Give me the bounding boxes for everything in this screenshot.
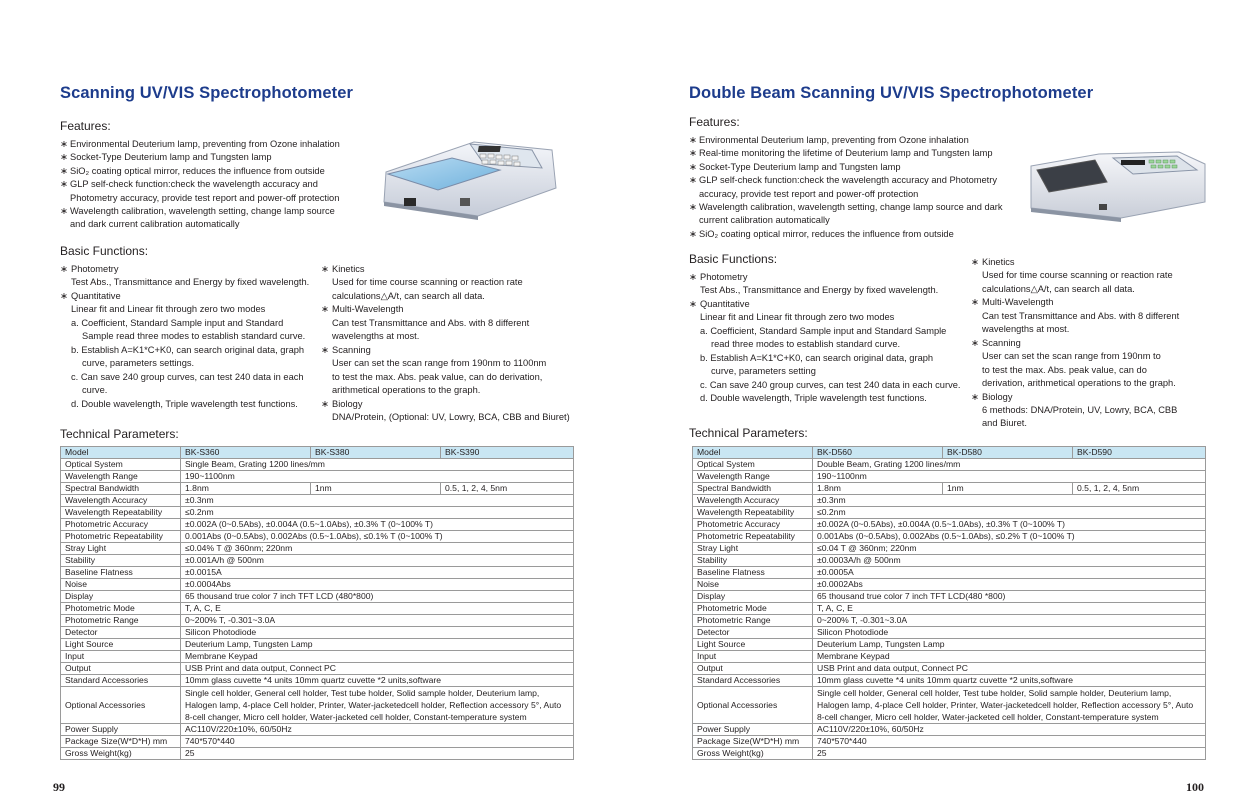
param-name: Optical System [61,459,181,471]
param-value: 190~1100nm [181,471,574,483]
table-row [61,663,574,675]
param-value: 1.8nm [181,483,311,495]
function-text: Sample read three modes to establish standard curve. [82,331,306,342]
param-name: Display [693,591,813,603]
feature-item [60,151,340,164]
param-value: Deuterium Lamp, Tungsten Lamp [813,639,1206,651]
param-value: BK-S380 [311,447,441,459]
bullet-icon: ∗ [971,391,979,402]
function-heading [60,290,309,303]
spectrophotometer-image [382,128,560,220]
function-text: wavelengths at most. [332,331,420,342]
param-value: ±0.0004Abs [181,579,574,591]
feature-text: current calibration automatically [699,215,830,226]
feature-text: SiO₂ coating optical mirror, reduces the influence from outside [699,228,954,239]
function-heading [60,263,309,276]
param-name: Standard Accessories [693,675,813,687]
functions-col1 [60,263,309,411]
parameters-table [60,446,574,760]
feature-text: Socket-Type Deuterium lamp and Tungsten lamp [699,161,901,172]
param-value: AC110V/220±10%, 60/50Hz [813,724,1206,736]
function-heading-text: Quantitative [71,290,121,301]
table-row [61,579,574,591]
param-name: Light Source [61,639,181,651]
param-value: 65 thousand true color 7 inch TFT LCD (480*800) [181,591,574,603]
param-value: ≤0.04 T @ 360nm; 220nm [813,543,1206,555]
function-text: curve, parameters setting [711,366,816,377]
param-name: Input [693,651,813,663]
table-row [61,627,574,639]
feature-item [60,205,340,218]
function-text: and Biuret. [982,418,1027,429]
function-text: c. Can save 240 group curves, can test 240 data in each [71,371,304,382]
bullet-icon: ∗ [689,202,697,213]
param-name: Output [61,663,181,675]
param-name: Photometric Range [693,615,813,627]
param-name: Photometric Repeatability [693,531,813,543]
param-value: ±0.0002Abs [813,579,1206,591]
feature-text: and dark current calibration automatically [70,219,240,230]
feature-text: accuracy, provide test report and power-off protection [699,188,919,199]
param-name: Noise [61,579,181,591]
table-row [693,724,1206,736]
function-heading [689,298,960,311]
function-text: Test Abs., Transmittance and Energy by fixed wavelength. [71,277,310,288]
param-name: Standard Accessories [61,675,181,687]
bullet-icon: ∗ [321,264,329,274]
function-text: d. Double wavelength, Triple wavelength test functions. [700,393,927,404]
param-name: Package Size(W*D*H) mm [61,736,181,748]
table-row [61,748,574,760]
function-text: Linear fit and Linear fit through zero two modes [71,304,266,315]
table-row [61,471,574,483]
param-value: 25 [813,748,1206,760]
function-text: curve, parameters settings. [82,358,195,369]
bullet-icon: ∗ [971,337,979,348]
feature-item [689,201,1003,214]
table-row [61,483,574,495]
table-row [693,639,1206,651]
bullet-icon: ∗ [60,152,68,163]
table-row [61,447,574,459]
bullet-icon: ∗ [321,398,329,409]
right-page [629,0,1258,800]
function-heading-text: Multi-Wavelength [982,297,1054,308]
param-value: ≤0.04% T @ 360nm; 220nm [181,543,574,555]
param-value: ±0.0015A [181,567,574,579]
param-value: AC110V/220±10%, 60/50Hz [181,724,574,736]
param-name: Gross Weight(kg) [61,748,181,760]
table-row [61,555,574,567]
features-list [60,138,340,232]
functions-heading: Basic Functions: [689,252,778,266]
function-heading-text: Biology [982,391,1013,402]
feature-text: Environmental Deuterium lamp, preventing from Ozone inhalation [699,135,969,145]
function-text: Linear fit and Linear fit through zero two modes [700,312,895,323]
param-name: Photometric Range [61,615,181,627]
function-text: to test the max. Abs. peak value, can do [982,364,1147,375]
page-number: 99 [53,780,65,794]
bullet-icon: ∗ [689,228,697,239]
table-row [693,447,1206,459]
table-row [61,651,574,663]
function-text: calculations△A/t, can search all data. [332,290,485,301]
functions-col1 [689,271,960,406]
function-text: to test the max. Abs. peak value, can do derivation, [332,371,543,382]
function-heading [689,271,960,284]
feature-item [60,138,340,151]
param-name: Wavelength Range [61,471,181,483]
page-title: Double Beam Scanning UV/VIS Spectrophotometer [689,84,1094,102]
function-text: derivation, arithmetical operations to the graph. [982,378,1176,389]
param-value: 0.001Abs (0~0.5Abs), 0.002Abs (0.5~1.0Abs), ≤0.1% T (0~100% T) [181,531,574,543]
param-value: 1.8nm [813,483,943,495]
param-name: Spectral Bandwidth [61,483,181,495]
bullet-icon: ∗ [321,304,329,315]
bullet-icon: ∗ [60,139,68,149]
param-name: Input [61,651,181,663]
param-name: Photometric Mode [61,603,181,615]
param-value: Single Beam, Grating 1200 lines/mm [181,459,574,471]
feature-text: Photometry accuracy, provide test report and power-off protection [70,192,340,203]
feature-text: GLP self-check function:check the wavelength accuracy and [70,179,318,190]
param-name: Wavelength Accuracy [61,495,181,507]
table-row [693,627,1206,639]
param-value: Double Beam, Grating 1200 lines/mm [813,459,1206,471]
table-row [61,495,574,507]
table-row [693,471,1206,483]
function-text: Can test Transmittance and Abs. with 8 different [982,310,1180,321]
bullet-icon: ∗ [60,165,68,176]
table-row [693,603,1206,615]
bullet-icon: ∗ [971,257,979,267]
feature-text: GLP self-check function:check the wavelength accuracy and Photometry [699,175,998,186]
function-text: read three modes to establish standard curve. [711,339,901,350]
param-value: 0~200% T, -0.301~3.0A [813,615,1206,627]
features-heading: Features: [689,115,740,129]
param-name: Optional Accessories [61,687,181,724]
table-row [61,615,574,627]
function-heading-text: Quantitative [700,298,750,309]
param-value: BK-S360 [181,447,311,459]
bullet-icon: ∗ [689,175,697,186]
feature-item [60,165,340,178]
param-value: 0.5, 1, 2, 4, 5nm [441,483,574,495]
function-heading [321,344,570,357]
param-name: Photometric Accuracy [693,519,813,531]
feature-text: Wavelength calibration, wavelength setting, change lamp source and dark [699,202,1003,213]
table-row [61,591,574,603]
param-value: ±0.0005A [813,567,1206,579]
function-heading-text: Scanning [332,344,371,355]
bullet-icon: ∗ [60,179,68,190]
param-name: Stability [61,555,181,567]
table-row [693,483,1206,495]
table-row [693,459,1206,471]
param-value: ±0.001A/h @ 500nm [181,555,574,567]
feature-text: Environmental Deuterium lamp, preventing from Ozone inhalation [70,139,340,149]
function-text: Can test Transmittance and Abs. with 8 different [332,317,530,328]
feature-text: Socket-Type Deuterium lamp and Tungsten lamp [70,152,272,163]
param-name: Wavelength Accuracy [693,495,813,507]
feature-item [60,178,340,191]
tech-heading: Technical Parameters: [60,427,179,441]
table-row [693,663,1206,675]
parameters-table [692,446,1206,760]
param-name: Stray Light [61,543,181,555]
param-name: Baseline Flatness [693,567,813,579]
table-row [61,675,574,687]
table-row [61,687,574,724]
param-name: Noise [693,579,813,591]
functions-col2 [971,256,1179,431]
param-value: T, A, C, E [813,603,1206,615]
feature-item [689,228,1003,241]
param-name: Spectral Bandwidth [693,483,813,495]
page-title: Scanning UV/VIS Spectrophotometer [60,84,354,102]
bullet-icon: ∗ [689,272,697,282]
function-text: b. Establish A=K1*C+K0, can search original data, graph [700,352,934,363]
bullet-icon: ∗ [689,298,697,309]
param-value: 65 thousand true color 7 inch TFT LCD(480 *800) [813,591,1206,603]
function-heading-text: Photometry [71,264,119,274]
param-value: BK-D590 [1073,447,1206,459]
param-name: Detector [61,627,181,639]
table-row [61,531,574,543]
param-name: Model [693,447,813,459]
spectrophotometer-image [1029,150,1207,222]
function-heading [971,296,1179,309]
table-row [693,687,1206,724]
table-row [693,579,1206,591]
function-heading-text: Kinetics [982,257,1015,267]
param-value: ≤0.2nm [813,507,1206,519]
param-name: Stability [693,555,813,567]
param-value: Silicon Photodiode [813,627,1206,639]
param-value: 25 [181,748,574,760]
param-value: 1nm [943,483,1073,495]
param-value: ±0.002A (0~0.5Abs), ±0.004A (0.5~1.0Abs), ±0.3% T (0~100% T) [181,519,574,531]
param-name: Gross Weight(kg) [693,748,813,760]
function-text: wavelengths at most. [982,324,1070,335]
function-text: arithmetical operations to the graph. [332,385,481,396]
feature-text: SiO₂ coating optical mirror, reduces the influence from outside [70,165,325,176]
function-heading-text: Multi-Wavelength [332,304,404,315]
function-heading [321,398,570,411]
table-row [693,555,1206,567]
features-heading: Features: [60,119,111,133]
functions-col2 [321,263,570,424]
param-value: 0.5, 1, 2, 4, 5nm [1073,483,1206,495]
table-row [61,543,574,555]
param-name: Stray Light [693,543,813,555]
function-heading-text: Biology [332,398,363,409]
param-name: Package Size(W*D*H) mm [693,736,813,748]
param-name: Baseline Flatness [61,567,181,579]
function-heading [971,337,1179,350]
table-row [693,651,1206,663]
feature-item [689,161,1003,174]
table-row [61,459,574,471]
table-row [693,591,1206,603]
table-row [693,736,1206,748]
feature-text: Wavelength calibration, wavelength setting, change lamp source [70,206,335,217]
param-value: BK-S390 [441,447,574,459]
function-text: curve. [82,385,108,396]
table-row [693,567,1206,579]
param-value: 740*570*440 [813,736,1206,748]
function-text: DNA/Protein, (Optional: UV, Lowry, BCA, CBB and Biuret) [332,411,570,422]
functions-heading: Basic Functions: [60,244,149,258]
table-row [693,519,1206,531]
param-value: ±0.3nm [813,495,1206,507]
param-value: BK-D560 [813,447,943,459]
param-value: Membrane Keypad [813,651,1206,663]
param-name: Output [693,663,813,675]
feature-item [689,174,1003,187]
table-row [693,507,1206,519]
param-value: ±0.002A (0~0.5Abs), ±0.004A (0.5~1.0Abs), ±0.3% T (0~100% T) [813,519,1206,531]
param-value: Membrane Keypad [181,651,574,663]
param-name: Model [61,447,181,459]
bullet-icon: ∗ [60,206,68,217]
bullet-icon: ∗ [689,161,697,172]
function-text: Used for time course scanning or reaction rate [332,277,523,288]
param-name: Display [61,591,181,603]
param-name: Optional Accessories [693,687,813,724]
param-value: 10mm glass cuvette *4 units 10mm quartz cuvette *2 units,software [813,675,1206,687]
table-row [693,748,1206,760]
function-text: d. Double wavelength, Triple wavelength test functions. [71,398,298,409]
table-row [693,675,1206,687]
tech-heading: Technical Parameters: [689,426,808,440]
param-value: 1nm [311,483,441,495]
function-text: 6 methods: DNA/Protein, UV, Lowry, BCA, CBB [982,404,1178,415]
param-value: 740*570*440 [181,736,574,748]
param-value: ≤0.2nm [181,507,574,519]
bullet-icon: ∗ [60,290,68,301]
function-text: User can set the scan range from 190nm to [982,351,1161,362]
param-value: USB Print and data output, Connect PC [813,663,1206,675]
function-text: a. Coefficient, Standard Sample input and Standard Sample [700,325,947,336]
table-row [693,543,1206,555]
param-value: 0~200% T, -0.301~3.0A [181,615,574,627]
function-text: b. Establish A=K1*C+K0, can search original data, graph [71,344,305,355]
param-name: Power Supply [61,724,181,736]
param-value: BK-D580 [943,447,1073,459]
param-value: Single cell holder, General cell holder, Test tube holder, Solid sample holder, Deuterium lamp, Halogen lamp, 4-place Cell holder, Printer, Water-jacketedcell holder, Reflection accessory 5°, Auto 8-cell changer, Micro cell holder, Water-jacketed cell holder, Constant-temperature system [181,687,574,724]
param-value: 190~1100nm [813,471,1206,483]
param-value: ±0.3nm [181,495,574,507]
bullet-icon: ∗ [689,135,697,145]
param-name: Light Source [693,639,813,651]
function-text: c. Can save 240 group curves, can test 240 data in each curve. [700,379,961,390]
function-heading [971,256,1179,269]
function-heading-text: Scanning [982,337,1021,348]
function-text: a. Coefficient, Standard Sample input and Standard [71,317,284,328]
param-name: Photometric Accuracy [61,519,181,531]
param-value: Silicon Photodiode [181,627,574,639]
table-row [61,736,574,748]
param-value: 0.001Abs (0~0.5Abs), 0.002Abs (0.5~1.0Abs), ≤0.2% T (0~100% T) [813,531,1206,543]
table-row [693,495,1206,507]
page-number: 100 [1186,780,1204,794]
feature-item [689,134,1003,147]
table-row [61,603,574,615]
table-row [693,615,1206,627]
param-value: Single cell holder, General cell holder, Test tube holder, Solid sample holder, Deuterium lamp, Halogen lamp, 4-place Cell holder, Printer, Water-jacketedcell holder, Reflection accessory 5°, Auto 8-cell changer, Micro cell holder, Water-jacketed cell holder, Constant-temperature system [813,687,1206,724]
bullet-icon: ∗ [60,264,68,274]
feature-item [689,147,1003,160]
function-text: calculations△A/t, can search all data. [982,283,1135,294]
param-name: Wavelength Repeatability [693,507,813,519]
function-heading [321,303,570,316]
param-name: Wavelength Repeatability [61,507,181,519]
table-row [61,724,574,736]
function-heading [321,263,570,276]
function-text: Used for time course scanning or reaction rate [982,270,1173,281]
param-name: Photometric Mode [693,603,813,615]
param-value: T, A, C, E [181,603,574,615]
param-name: Power Supply [693,724,813,736]
table-row [61,507,574,519]
param-name: Detector [693,627,813,639]
function-heading [971,391,1179,404]
function-heading-text: Photometry [700,272,748,282]
table-row [61,567,574,579]
feature-text: Real-time monitoring the lifetime of Deuterium lamp and Tungsten lamp [699,148,993,159]
param-value: ±0.0003A/h @ 500nm [813,555,1206,567]
param-value: USB Print and data output, Connect PC [181,663,574,675]
param-name: Photometric Repeatability [61,531,181,543]
param-name: Optical System [693,459,813,471]
bullet-icon: ∗ [971,297,979,308]
param-name: Wavelength Range [693,471,813,483]
function-text: Test Abs., Transmittance and Energy by fixed wavelength. [700,285,939,296]
table-row [693,531,1206,543]
table-row [61,639,574,651]
function-text: User can set the scan range from 190nm to 1100nm [332,358,547,369]
table-row [61,519,574,531]
bullet-icon: ∗ [689,148,697,159]
param-value: 10mm glass cuvette *4 units 10mm quartz cuvette *2 units,software [181,675,574,687]
bullet-icon: ∗ [321,344,329,355]
features-list [689,134,1003,241]
param-value: Deuterium Lamp, Tungsten Lamp [181,639,574,651]
function-heading-text: Kinetics [332,264,365,274]
